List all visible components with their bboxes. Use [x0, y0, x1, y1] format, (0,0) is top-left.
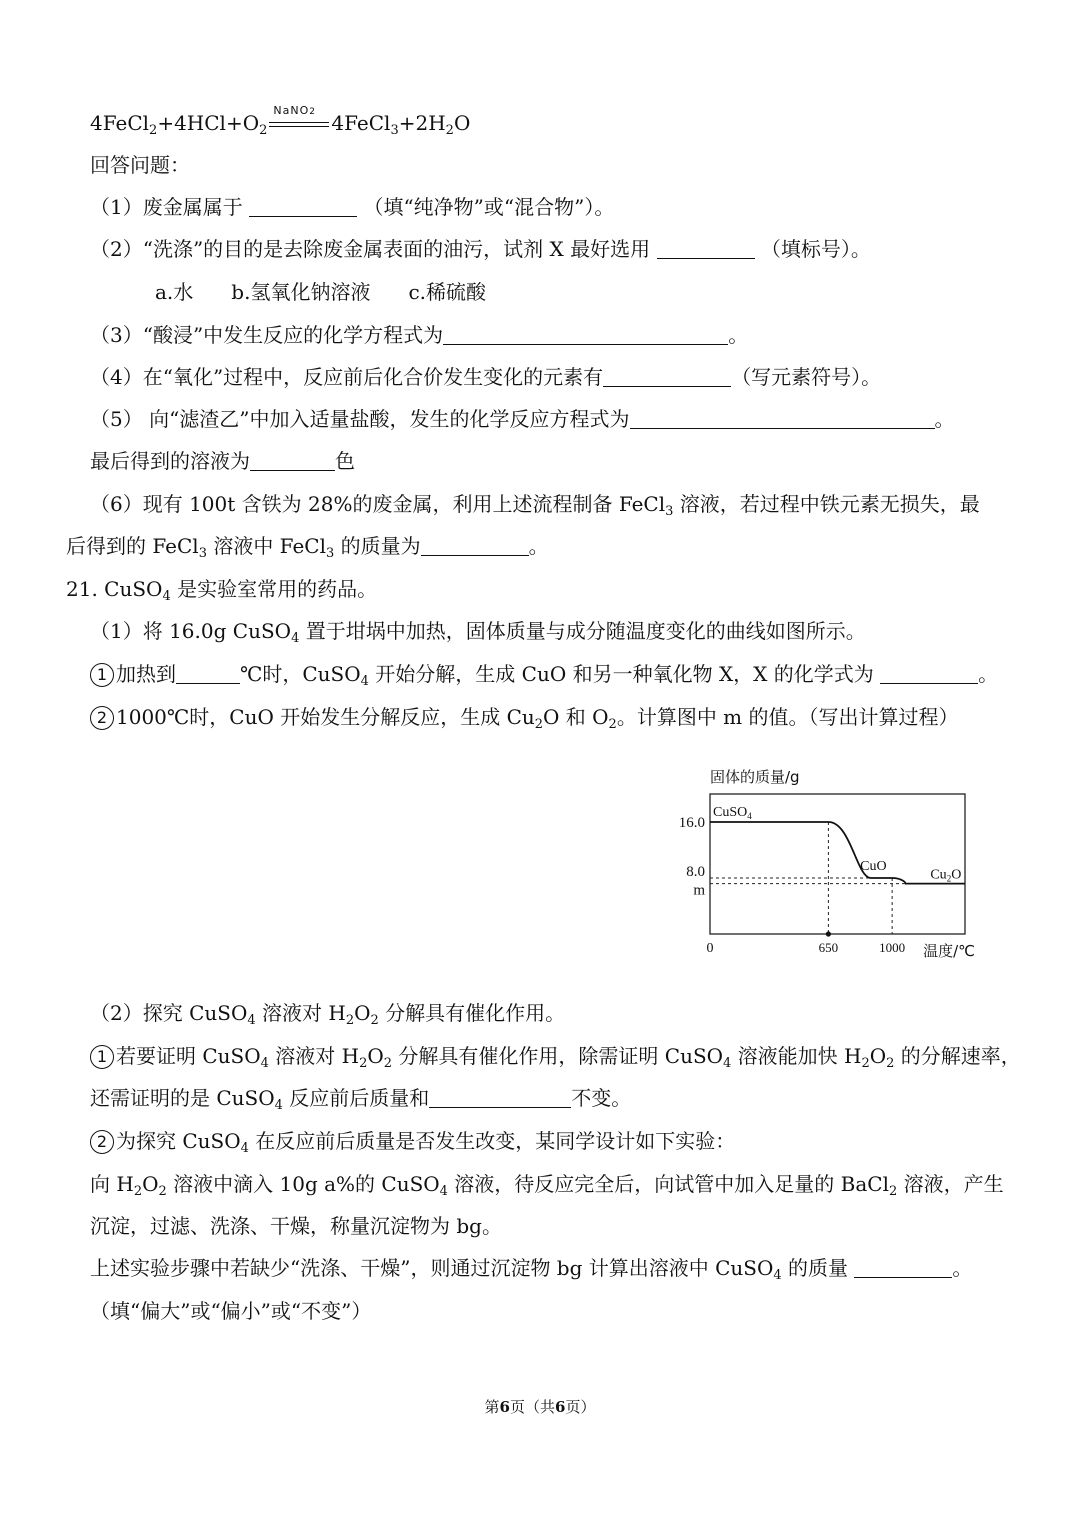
question-20-6-cont: 后得到的 FeCl$_3$ 溶液中 FeCl$_3$ 的质量为 。 [66, 534, 549, 561]
option-c: c.稀硫酸 [408, 280, 487, 304]
y-tick-m: m [693, 882, 705, 899]
experiment-step: 向 $H_2O_2$ 溶液中滴入 10g a%的 CuSO$_4$ 溶液，待反应完全后，向试管中加入足量的 BaCl$_2$ 溶液，产生 [90, 1172, 1004, 1199]
answer-blank[interactable] [250, 450, 335, 471]
question-20-2: （2）“洗涤”的目的是去除废金属表面的油污，试剂 X 最好选用 （填标号）。 [90, 237, 871, 261]
annotation-cuo: CuO [860, 859, 887, 874]
answer-blank[interactable] [630, 408, 935, 429]
chart-svg [655, 758, 985, 968]
reaction-condition: NaNO2 [269, 112, 329, 132]
answer-blank[interactable] [854, 1257, 952, 1278]
question-21-1-part2: 2 1000℃时，CuO 开始发生分解反应，生成 $Cu_2O$ 和 $O_2$。计算图中 m 的值。（写出计算过程） [90, 704, 959, 730]
x-tick-dot-650 [826, 931, 831, 936]
answer-blank[interactable] [429, 1087, 571, 1108]
question-21-2-part1-cont: 还需证明的是 CuSO$_4$ 反应前后质量和 不变。 [90, 1086, 632, 1113]
question-20-1: （1）废金属属于 （填“纯净物”或“混合物”）。 [90, 195, 615, 219]
answer-blank[interactable] [249, 196, 357, 217]
mass-curve [710, 822, 965, 884]
answer-blank[interactable] [657, 238, 755, 259]
question-20-5: （5） 向“滤渣乙”中加入适量盐酸，发生的化学反应方程式为 。 [90, 407, 955, 431]
circled-number: 1 [90, 663, 114, 687]
mass-temperature-chart [655, 758, 985, 968]
answer-blank[interactable] [443, 324, 728, 345]
question-20-5b: 最后得到的溶液为 色 [90, 449, 355, 473]
question-20-6: （6）现有 100t 含铁为 28%的废金属，利用上述流程制备 FeCl$_3$ 溶液，若过程中铁元素无损失，最 [90, 492, 980, 519]
circled-number: 2 [90, 1130, 114, 1154]
question-21-2-part2: 2 为探究 CuSO$_4$ 在反应前后质量是否发生改变，某同学设计如下实验： [90, 1128, 735, 1154]
y-tick-16: 16.0 [678, 815, 705, 831]
page-footer: 第6页（共6页） [484, 1398, 596, 1416]
x-tick-0: 0 [706, 941, 714, 956]
question-20-4: （4）在“氧化”过程中，反应前后化合价发生变化的元素有 （写元素符号）。 [90, 365, 882, 389]
experiment-step-cont: 沉淀，过滤、洗涤、干燥，称量沉淀物为 bg。 [90, 1214, 502, 1238]
circled-number: 2 [90, 706, 114, 730]
answer-blank[interactable] [603, 366, 731, 387]
question-21-2-part3: 上述实验步骤中若缺少“洗涤、干燥”，则通过沉淀物 bg 计算出溶液中 CuSO$_4$ 的质量 。 [90, 1256, 973, 1283]
answer-blank[interactable] [176, 663, 240, 684]
question-21-2-part1: 1 若要证明 CuSO$_4$ 溶液对 $H_2O_2$ 分解具有催化作用，除需证明 CuSO$_4$ 溶液能加快 $H_2O_2$ 的分解速率， [90, 1043, 1021, 1069]
question-21-2: （2）探究 CuSO$_4$ 溶液对 $H_2O_2$ 分解具有催化作用。 [90, 1001, 566, 1028]
annotation-cu2o: $Cu_2O$ [930, 867, 962, 884]
answer-blank[interactable] [880, 663, 978, 684]
option-a: a.水 [155, 280, 194, 304]
x-tick-1000: 1000 [879, 940, 906, 955]
circled-number: 1 [90, 1045, 114, 1069]
y-tick-8: 8.0 [686, 864, 705, 880]
question-21-heading: 21. CuSO$_4$ 是实验室常用的药品。 [66, 577, 378, 604]
annotation-cuso4: CuSO$_4$ [713, 805, 752, 821]
answer-intro: 回答问题： [90, 153, 190, 177]
x-tick-650: 650 [818, 940, 839, 955]
question-20-3: （3）“酸浸”中发生反应的化学方程式为 。 [90, 323, 749, 347]
x-axis-label: 温度/℃ [923, 942, 975, 960]
question-21-2-hint: （填“偏大”或“偏小”或“不变”） [90, 1299, 372, 1323]
question-20-2-options [155, 279, 486, 305]
y-axis-label: 固体的质量/g [710, 768, 800, 786]
option-b: b.氢氧化钠溶液 [231, 280, 371, 304]
question-21-1: （1）将 16.0g CuSO$_4$ 置于坩埚中加热，固体质量与成分随温度变化的曲线如图所示。 [90, 619, 866, 646]
question-21-1-part1: 1 加热到 ℃时，CuSO$_4$ 开始分解，生成 CuO 和另一种氧化物 X，X 的化学式为 。 [90, 661, 998, 687]
oxidation-equation: $4FeCl_2+4HCl+O_2$ NaNO2 $4FeCl_3+2H_2O$ [90, 104, 471, 138]
answer-blank[interactable] [421, 535, 529, 556]
